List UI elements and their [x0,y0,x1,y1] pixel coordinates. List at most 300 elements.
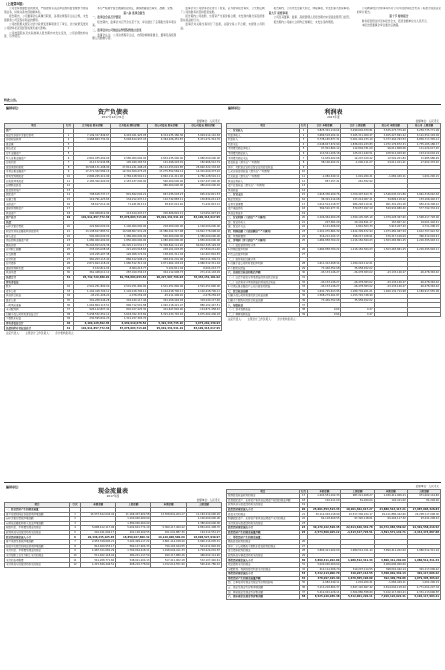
row-label: 其他业务收入 [227,179,300,184]
row-label: 支付给职工以及为职工支付的现金 [5,553,70,558]
line-number: 9 [299,165,308,170]
amount-cell: 110,541,206.18 [308,151,341,156]
amount-cell: 511,402,118.04 [80,553,115,558]
amount-cell: 30,598,131,498.90 [74,165,111,170]
line-number: 26 [63,252,74,257]
section-heading: 第八条 监事会报告 [123,11,146,15]
amount-cell: 3,102,409,117.22 [116,540,151,545]
amount-cell: 11,166,307,622.58 [116,512,151,517]
column-header: 上期金额 [116,503,151,508]
amount-cell: 1,100,000,000.00 [185,225,222,230]
amount-cell: 466,002,114.90 [186,553,221,558]
amount-cell: 2,501,251,890.00 [74,285,111,290]
amount-cell: 93,441,208.22 [407,517,440,522]
amount-cell: 116,791,423.65 [74,197,111,202]
row-label: 公允价值变动收益（损失以“-”号填列） [227,170,300,175]
row-label: 投资支付的现金 [227,512,300,517]
line-number: 38 [299,595,308,600]
amount-cell: 478,297,195.30 [308,576,341,581]
divider [4,482,441,483]
amount-cell: 391,208,446.28 [148,298,185,303]
amount-cell: 318,440,117.46 [185,298,222,303]
income-statement-panel [226,106,441,479]
amount-cell: 1,973,482,967.29 [374,229,407,234]
row-label: 收取利息、手续费及佣金的现金 [5,526,70,531]
line-number: 22 [299,225,308,230]
paragraph: 报告期内，公司董事会认真履行职责，各项决策程序合法合规，未发现损害公司及股东利益的情形。 [4,15,89,22]
row-label: 四、汇率变动对现金及现金等价物的影响 [227,581,300,586]
amount-cell: 111,224,017.20 [407,147,440,152]
line-number: 17 [299,494,308,499]
amount-cell: 401,647,892.90 [148,308,185,313]
line-number: 6 [63,156,74,161]
line-number: 1 [299,128,308,133]
amount-cell: -4,314,474,887.68 [407,530,440,535]
amount-cell: 108,514,009.90 [374,151,407,156]
amount-cell: 1,611,412,408.14 [308,262,341,267]
amount-cell: 1,001,200.21 [341,174,374,179]
amount-cell: 87,678,003,713.06 [111,216,148,221]
income-title: 利润表 [324,109,343,117]
line-number: 35 [299,294,308,299]
cashflow2-unit: 金额单位：人民币元 [415,485,439,488]
amount-cell: 3,890,411,202.00 [308,558,341,563]
amount-cell: 896,712,501.88 [111,303,148,308]
amount-cell: 398,217,108.91 [341,234,374,239]
row-label: 支付其他与投资活动有关的现金 [227,521,300,526]
amount-cell: 6,493,021,925.05 [111,133,148,138]
row-label: 其中：子公司吸收少数股东投资收到的现金 [227,544,300,549]
paragraph: 监事会对关联交易进行了监督，关联交易公平合理，未损害公司利益。 [180,23,265,30]
amount-cell: 310,207,114.55 [341,572,374,577]
row-label: 应收利息 [5,161,64,166]
amount-cell: 0.64 [308,312,341,317]
amount-cell: 5,471,271,314.70 [185,138,222,143]
amount-cell: 28,112,453,022.85 [148,165,185,170]
amount-cell: 101,911,857,772.36 [74,216,111,221]
row-label: 发放贷款和垫款 [5,165,64,170]
line-number: 21 [63,229,74,234]
row-label: 客户贷款及垫款净增加额 [5,540,70,545]
amount-cell: 78,434,151,181.02 [185,275,222,280]
amount-cell: 218,000,000.00 [148,225,185,230]
amount-cell: 217,840,211.40 [185,248,222,253]
amount-cell: 2,784,128,501.11 [111,174,148,179]
amount-cell: 11,985,986.99 [407,156,440,161]
row-label: 加：营业外收入 [227,220,300,225]
amount-cell: 866,412,908.21 [111,257,148,262]
amount-cell: 5,698,412,117.06 [80,526,115,531]
amount-cell: 301,117,006.42 [407,567,440,572]
amount-cell: 6,314,235,180.36 [148,133,185,138]
amount-cell: 12,301,009,473.22 [185,170,222,175]
amount-cell: 19,001,402.21 [407,220,440,225]
amount-cell: 24,011,911.21 [374,161,407,166]
line-number: 4 [70,526,81,531]
column-header: 本期金额 [151,503,186,508]
row-label: 三、筹资活动产生的现金流量： [227,535,300,540]
amount-cell: -43,133,146.27 [374,271,407,276]
line-number: 33 [299,285,308,290]
column-header: 本期金额 [80,503,115,508]
row-label: 存放同业款项 [5,138,64,143]
row-label: 取得投资收益收到的现金 [227,494,300,499]
line-number: 3 [299,138,308,143]
amount-cell: 2,990,114,005.41 [186,540,221,545]
line-number: 4 [299,142,308,147]
amount-cell: 857,157.41 [308,179,341,184]
paragraph: 公司聘请的会计师事务所对公司年度财务报告出具了标准无保留意见的审计报告。 [356,7,442,14]
amount-cell: 8,004,213.77 [185,266,222,271]
amount-cell: 1,618,336,209.76 [308,193,341,198]
amount-cell: 64,118,409.55 [308,517,341,522]
amount-cell: 5,001,402,233.10 [341,138,374,143]
amount-cell: 230,595,841.23 [74,317,111,322]
line-number: 19 [299,503,308,508]
row-label: 筹资活动现金流入小计 [227,558,300,563]
amount-cell: 73,446,352.08 [308,266,341,271]
amount-cell: 1,380,000,000.00 [186,521,221,526]
text-column [269,7,353,102]
amount-cell: 3,101,552,118.94 [407,133,440,138]
line-number: 12 [70,563,81,568]
amount-cell: 58,617,012.40 [74,202,111,207]
amount-cell: 201,118,409.55 [116,530,151,535]
line-number: 24 [299,234,308,239]
paragraph: 公司及其董事、监事、高级管理人员报告期内未受到监管部门处罚。 [273,16,352,20]
row-label: 一、营业收入 [227,128,300,133]
amount-cell: 5,048,614,937.43 [111,138,148,143]
amount-cell: 984,226,110.41 [341,202,374,207]
amount-cell: 1,189,704,201.01 [341,289,374,294]
row-label: 应收款项类投资 [5,179,64,184]
line-number: 15 [299,193,308,198]
row-label: 盈余公积 [5,298,64,303]
line-number: 27 [299,252,308,257]
line-number: 15 [63,197,74,202]
row-label: 1.归属于母公司所有者的净利润 [227,262,300,267]
column-header: 合并报表 期初余额 [111,124,148,129]
amount-cell: 1,503,265,861.25 [374,239,407,244]
row-label: 利息收入 [227,138,300,143]
amount-cell: 2,953,318,000.21 [80,540,115,545]
row-label: 持有至到期投资 [5,174,64,179]
row-label: 投资活动现金流出小计 [227,526,300,531]
amount-cell: 5,904,214,110.63 [185,133,222,138]
line-number: 3 [70,521,81,526]
amount-cell: 1,380,000,000.00 [116,521,151,526]
amount-cell: 7,916,122,022.41 [374,595,407,600]
income-signature: 法定代表人： 主管会计工作负责人： 会计机构负责人： [228,318,299,322]
line-number: 25 [299,239,308,244]
row-label: 资产处置收益（损失以“-”号填列） [227,184,300,189]
row-label: 五、净利润（净亏损以“-”号填列） [227,239,300,244]
amount-cell: 950,419,308.22 [407,202,440,207]
amount-cell: 10,598,807,931.26 [111,229,148,234]
amount-cell: 1,012,514,118.37 [308,202,341,207]
amount-cell: 1,980,512,311.44 [111,262,148,267]
line-number: 30 [63,271,74,276]
amount-cell: 5,102,811.04 [74,266,111,271]
amount-cell: 2,331,113,696.87 [407,590,440,595]
line-number: 10 [299,170,308,175]
amount-cell: 1,216,182,564.03 [341,248,374,253]
amount-cell: -4,413,317,725.51 [341,530,374,535]
row-label: 应付债券 [5,262,64,267]
amount-cell: 1,201,551,102.33 [308,494,341,499]
amount-cell: 1,001,200.21 [341,581,374,586]
row-label: 资本公积 [5,289,64,294]
amount-cell: 101,911,857,772.36 [74,326,111,331]
amount-cell: 344,112,908.73 [148,271,185,276]
line-number: 21 [299,512,308,517]
amount-cell: 812,409,553.17 [80,544,115,549]
amount-cell: 577,792,332.24 [407,207,440,212]
amount-cell: 1,979,228,367.60 [374,216,407,221]
amount-cell: 569,520,977.31 [308,207,341,212]
row-label: 资产总计 [5,216,64,221]
amount-cell: 130,834,011.23 [185,197,222,202]
row-label: 购建固定资产、无形资产和其他长期资产支付的现金 [227,517,300,522]
section-heading: 第十节 财务报告 [389,15,409,19]
amount-cell: 2,206,964,909.28 [308,216,341,221]
amount-cell: 1,980,512,311.44 [341,549,374,554]
line-number: 11 [70,558,81,563]
amount-cell: 60,204,117.32 [374,517,407,522]
amount-cell: 14,537,612,044.42 [80,512,115,517]
amount-cell: 1,568,279,261.87 [308,294,341,299]
line-number: 12 [299,179,308,184]
amount-cell: -45,211,406.20 [148,294,185,299]
amount-cell: 1,100,000,000.00 [186,517,221,522]
column-header: 合并 本期金额 [308,124,341,129]
amount-cell: 480,221,117.50 [116,553,151,558]
row-label: 贵金属 [5,142,64,147]
amount-cell: -1,082,449.11 [308,174,341,179]
line-number: 18 [299,498,308,503]
amount-cell: 1,503,265,861.25 [374,248,407,253]
amount-cell: 3,525,273,379.40 [374,128,407,133]
row-label: 其他收益 [227,188,300,193]
amount-cell: 83,109,413,617.95 [185,326,222,331]
amount-cell: 200,606,822.11 [148,211,185,216]
amount-cell: 541,208,771.60 [80,558,115,563]
paragraph: 本报告经董事会审议通过后披露。 [361,24,401,28]
line-number: 23 [299,229,308,234]
amount-cell: 1,599,105,365.10 [341,216,374,221]
amount-cell: 3,299,602,979.81 [341,128,374,133]
amount-cell: 1,980,512,311.44 [341,558,374,563]
row-label: 一、经营活动产生的现金流量： [5,507,70,512]
amount-cell: 261,552.92 [341,179,374,184]
amount-cell: 987,221,408.27 [341,494,374,499]
row-label: 归属于母公司所有者的综合收益总额 [227,294,300,299]
row-label: 现金及存放中央银行款项 [5,133,64,138]
row-label: 1.持续经营净利润 [227,248,300,253]
amount-cell: 97,320,118.61 [341,517,374,522]
amount-cell: 2,801,114,018.20 [151,540,186,545]
row-label: 递延所得税资产 [5,207,64,212]
cashflow-title: 现金流量表 [97,488,128,496]
line-number: 27 [63,257,74,262]
line-number: 36 [299,585,308,590]
amount-cell: 30,112,004,118.90 [308,512,341,517]
amount-cell: 214,172,944.88 [74,161,111,166]
line-number: 7 [70,540,81,545]
column-header: 上期金额 [186,503,221,508]
amount-cell: 22,614,620,342.78 [341,526,374,531]
paragraph: 监事会对公司财务状况进行了检查，认为财务报告真实、公允地反映了公司的财务状况和经营成果。 [180,7,265,14]
amount-cell: 195,049,183.53 [111,161,148,166]
amount-cell: 3,113,218,804.37 [308,585,341,590]
balance-sheet-panel [4,106,222,479]
amount-cell: 1,062,804,113.51 [74,303,111,308]
amount-cell: 1,850,000,000.00 [111,239,148,244]
line-number: 18 [299,207,308,212]
amount-cell: 82,738,084,034.54 [111,275,148,280]
line-number: 26 [299,248,308,253]
amount-cell: -43,133,146.27 [308,271,341,276]
amount-cell: 122,407,801.55 [185,252,222,257]
amount-cell: 4,364,226,451.87 [148,138,185,143]
line-number: 37 [63,308,74,313]
row-label: 其他业务成本 [227,211,300,216]
amount-cell: 1,980,512,311.44 [185,262,222,267]
line-number: 20 [299,507,308,512]
amount-cell: 167,807.12 [374,220,407,225]
divider [4,104,441,105]
amount-cell: 3,412,114,006.70 [308,572,341,577]
row-label: 投资活动现金流入小计 [227,507,300,512]
amount-cell: 97,901,804.12 [308,147,341,152]
amount-cell: 1,703,224,001.87 [186,549,221,554]
amount-cell: 391,208,446.28 [74,298,111,303]
amount-cell: 802,017,425.30 [111,308,148,313]
row-label: 税金及附加 [227,197,300,202]
amount-cell: 1,546,045,011.80 [374,193,407,198]
row-label: 六、其他综合收益的税后净额 [227,271,300,276]
amount-cell: 5,102,117,904.21 [407,595,440,600]
amount-cell: 5,391,433,745.16 [148,312,185,317]
amount-cell: 1,080,000,000.00 [74,239,111,244]
line-number: 38 [63,312,74,317]
amount-cell: 17,275,552,584.14 [148,170,185,175]
amount-cell: 18,850,027,806.32 [116,535,151,540]
row-label: 加：期初现金及现金等价物余额 [227,590,300,595]
amount-cell: -26,478,363.02 [341,271,374,276]
cashflow-continued-panel [226,485,441,669]
cashflow-unit: 金额单位：人民币元 [196,498,220,502]
line-number: 8 [299,161,308,166]
row-label: 二、营业支出 [227,193,300,198]
row-label: 利息支出 [227,142,300,147]
line-number: 13 [63,188,74,193]
column-header: 母公司 本期金额 [374,124,407,129]
amount-cell: 5,102,117,904.21 [374,590,407,595]
line-number: 7 [63,161,74,166]
line-number: 39 [299,312,308,317]
row-label: 其他负债 [5,271,64,276]
row-label: 三、营业利润（亏损以“-”号填列） [227,216,300,221]
amount-cell: 8,004,213.77 [111,266,148,271]
amount-cell: -26,478,363.02 [341,285,374,290]
line-number: 40 [63,321,74,326]
amount-cell: 29,472,084,559.92 [374,526,407,531]
line-number: 14 [63,193,74,198]
amount-cell: 38,106,402.21 [308,161,341,166]
amount-cell: 113,414,447.17 [111,211,148,216]
amount-cell: 6,939,919,678.52 [111,321,148,326]
paragraph: 公司按照相关规定对会计政策变更事项进行了审议，会计政策变更对公司财务状况及经营成果无重大影响。 [4,23,89,30]
amount-cell: 0.47 [341,308,374,313]
paragraph: 报告期内公司重大合同均正常履行，未发生违约情况。 [273,21,336,25]
amount-cell: 191,498,403.91 [148,161,185,166]
row-label: （二）按所有权归属分类 [227,257,300,262]
balance-title: 资产负债表 [97,109,128,117]
amount-cell: 5,913,207.43 [374,225,407,230]
amount-cell: 4,675,262,436.93 [185,312,222,317]
row-label: 无形资产 [5,202,64,207]
amount-cell: 35,958,452.02 [341,298,374,303]
amount-cell: 301,117,006.42 [407,572,440,577]
line-number: 28 [299,549,308,554]
amount-cell: 1,980,000,000.00 [185,156,222,161]
row-label: 吸收投资收到的现金 [227,540,300,545]
table-row [227,312,441,317]
amount-cell: 22,301,558,216.52 [407,526,440,531]
amount-cell: 182,966,512.79 [185,161,222,166]
amount-cell: 310,207,114.55 [341,567,374,572]
amount-cell: 5,412,001,226.11 [341,595,374,600]
amount-cell: 398,001,442.14 [374,567,407,572]
row-label: 手续费及佣金收入 [227,151,300,156]
amount-cell: 500,000,000.00 [74,234,111,239]
row-label: 支付的各项税费 [5,558,70,563]
line-number: 28 [63,262,74,267]
line-number: 9 [70,549,81,554]
line-number: 19 [299,211,308,216]
line-number: 16 [299,197,308,202]
amount-cell: 1,670,305,196.89 [341,576,374,581]
amount-cell: 2,201,070,864.39 [308,229,341,234]
line-number: 5 [299,147,308,152]
amount-cell: 201,041,887.30 [151,530,186,535]
row-label: 六、期末现金及现金等价物余额 [227,595,300,600]
paragraph: 公司坚持稳健经营的原则，严格按照有关法律法规和监管要求开展各项业务，持续完善内部控制体系。 [4,7,89,14]
amount-cell: 71,441,813.12 [111,202,148,207]
amount-cell: 58,617,012.40 [148,202,185,207]
amount-cell: 500,000,000.00 [148,234,185,239]
amount-cell: 1,614,399,672.94 [341,229,374,234]
row-label: 分配股利、利润或偿付利息支付的现金 [227,567,300,572]
amount-cell: 12,639,402.06 [308,156,341,161]
amount-cell: 1,001,200.21 [407,581,440,586]
row-label: 存放中央银行和同业款项净增加额 [5,544,70,549]
row-label: 收到其他与筹资活动有关的现金 [227,553,300,558]
table-row [227,595,441,600]
amount-cell: 113,051,927.91 [185,211,222,216]
line-number: 1 [70,512,81,517]
row-label: 2.少数股东损益 [227,266,300,271]
line-number: 37 [299,303,308,308]
amount-cell: 271,214,118.09 [185,271,222,276]
amount-cell: 1,918,004,411.33 [151,549,186,554]
line-number: 21 [299,220,308,225]
amount-cell: 27,814,221,498.24 [111,165,148,170]
line-number: 39 [63,317,74,322]
line-number: 7 [299,156,308,161]
row-label: 利息净收入 [227,133,300,138]
